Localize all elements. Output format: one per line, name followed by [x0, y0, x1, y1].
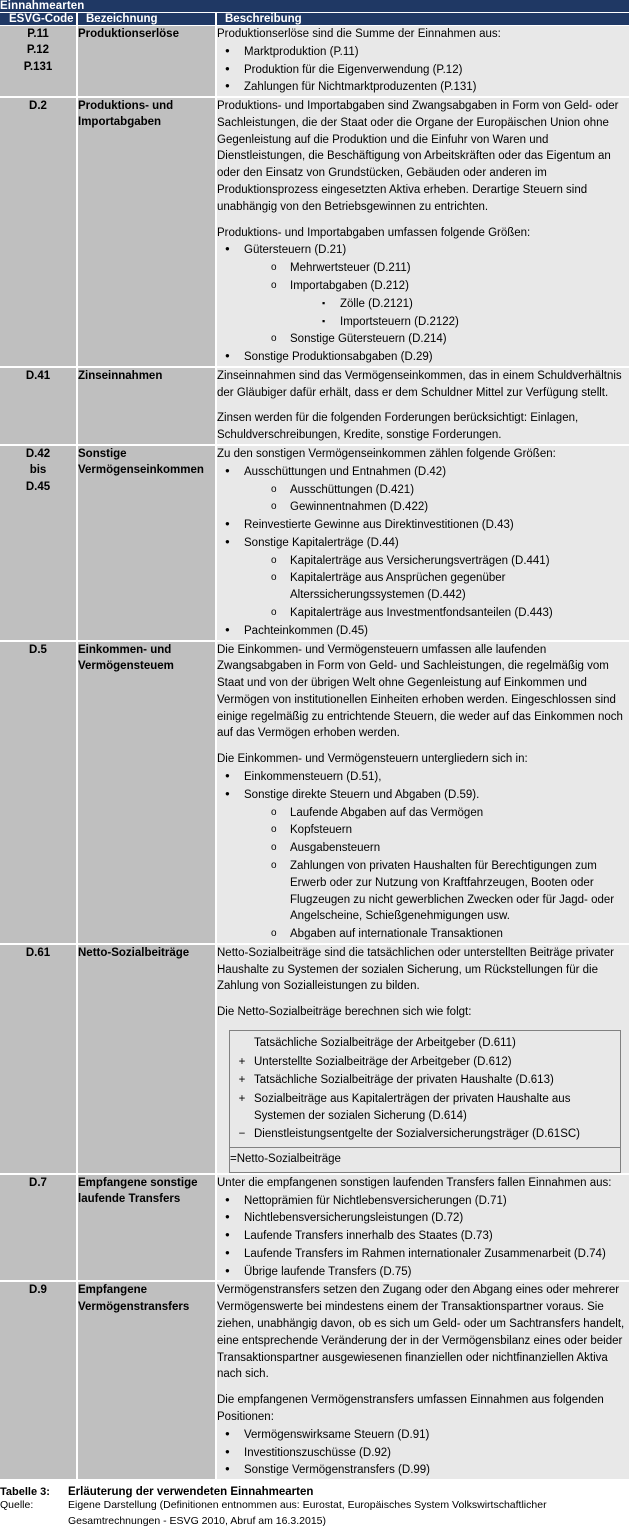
list-item: ● Vermögenswirksame Steuern (D.91) — [217, 1427, 629, 1444]
intro-text: Unter die empfangenen sonstigen laufenden Transfers fallen Einnahmen aus: — [217, 1176, 612, 1189]
code-line: P.12 — [26, 44, 50, 57]
row-description — [216, 97, 629, 367]
table-row — [0, 445, 629, 641]
list-item: o Ausgabensteuern — [262, 840, 629, 857]
paragraph: Die empfangenen Vermögenstransfers umfassen Einnahmen aus folgenden Positionen: — [217, 1394, 604, 1423]
table-header-row — [0, 13, 629, 26]
list-item-label: Importabgaben (D.212) — [290, 279, 409, 292]
table-row — [0, 97, 629, 367]
row-code — [0, 1281, 77, 1480]
list-item: o Kopfsteuern — [262, 822, 629, 839]
intro-text: Zu den sonstigen Vermögenseinkommen zählen folgende Größen: — [217, 447, 556, 460]
caption-label: Tabelle 3: — [0, 1486, 50, 1499]
table-row — [0, 641, 629, 944]
list-item: ● Marktproduktion (P.11) — [217, 44, 629, 61]
list-item: ● Produktion für die Eigenverwendung (P.12) — [217, 62, 629, 79]
table-row — [0, 944, 629, 1174]
list-item — [217, 535, 629, 622]
row-description — [216, 944, 629, 1174]
list-item: ▪ Importsteuern (D.2122) — [308, 314, 629, 331]
row-code — [0, 26, 77, 98]
row-code — [0, 445, 77, 641]
table-caption — [0, 1481, 629, 1530]
caption-title-row — [0, 1486, 629, 1498]
row-description — [216, 26, 629, 98]
row-code — [0, 367, 77, 445]
paragraph: Produktions- und Importabgaben sind Zwangsabgaben in Form von Geld- oder Sachleistungen, die der Staat oder die Organe der Europäischen Union ohne Gegenleistung auf die Produktion und die Einfuhr von Waren und Dienstleistungen, die Beschäftigung von Arbeitskräften oder das Eigentum an oder den Einsatz von Grundstücken, Gebäuden oder anderen im Produktionsprozess eingesetzten Aktiva erheben. Derartige Steuern sind unabhängig von den Betriebsgewinnen zu entrichten. — [217, 100, 619, 213]
list-item: ● Laufende Transfers innerhalb des Staates (D.73) — [217, 1228, 629, 1245]
formula-operator: − — [238, 1128, 246, 1141]
code-line: D.2 — [29, 100, 47, 113]
row-name: Produktions- und Importabgaben — [77, 97, 216, 367]
formula-operator: + — [238, 1055, 246, 1068]
formula-operator: + — [238, 1074, 246, 1087]
list-item — [262, 278, 629, 330]
list-item: o Sonstige Gütersteuern (D.214) — [262, 331, 629, 348]
formula-row — [230, 1031, 620, 1053]
list-item: ● Nichtlebensversicherungsleistungen (D.72) — [217, 1210, 629, 1227]
bullet-list — [217, 769, 629, 943]
formula-row — [230, 1148, 620, 1172]
table-row — [0, 367, 629, 445]
formula-total-box — [229, 1148, 621, 1173]
row-name: Zinseinnahmen — [77, 367, 216, 445]
formula-text: Dienstleistungsentgelte der Sozialversicherungsträger (D.61SC) — [254, 1128, 580, 1141]
list-item: ● Investitionszuschüsse (D.92) — [217, 1445, 629, 1462]
code-line: D.9 — [29, 1284, 47, 1297]
row-code — [0, 1174, 77, 1282]
table-title: Einnahmearten — [0, 0, 629, 13]
formula-text: Unterstellte Sozialbeiträge der Arbeitgeber (D.612) — [254, 1055, 512, 1068]
paragraph: Zinseinnahmen sind das Vermögenseinkommen, das in einem Schuldverhältnis der Gläubiger dafür erhält, dass er dem Schuldner Mittel zur Verfügung stellt. — [217, 369, 622, 399]
list-item: ● Pachteinkommen (D.45) — [217, 623, 629, 640]
list-item-label: Ausschüttungen und Entnahmen (D.42) — [244, 465, 447, 478]
row-description — [216, 367, 629, 445]
row-code — [0, 944, 77, 1174]
list-item: ● Einkommensteuern (D.51), — [217, 769, 629, 786]
column-header-esvg-code: ESVG-Code — [0, 13, 77, 26]
paragraph: Die Einkommen- und Vermögensteuern umfassen alle laufenden Zwangsabgaben in Form von Geld- und Sachleistungen, die regelmäßig vom Staat und von der übrigen Welt ohne Gegenleistung auf Einkommen und Vermögen von institutionellen Einheiten erhoben werden. Eingeschlossen sind einige regelmäßig zu entrichtende Steuern, die weder auf das Einkommen noch auf das Vermögen erhoben werden. — [217, 643, 623, 740]
source-text: Eigene Darstellung (Definitionen entnommen aus: Eurostat, Europäisches System Volkswirtschaftlicher Gesamtrechnungen - ESVG 2010, Abruf am 16.3.2015) — [68, 1499, 547, 1527]
paragraph: Die Netto-Sozialbeiträge berechnen sich wie folgt: — [217, 1006, 472, 1019]
column-header-bezeichnung: Bezeichnung — [77, 13, 216, 26]
list-item: ▪ Zölle (D.2121) — [308, 296, 629, 313]
list-item: ● Übrige laufende Transfers (D.75) — [217, 1264, 629, 1281]
source-label: Quelle: — [0, 1499, 34, 1512]
code-line: D.42 — [25, 447, 51, 460]
row-code — [0, 97, 77, 367]
list-item: o Kapitalerträge aus Versicherungsverträgen (D.441) — [262, 553, 629, 570]
formula-row — [230, 1125, 620, 1147]
paragraph: Die Einkommen- und Vermögensteuern untergliedern sich in: — [217, 753, 528, 766]
list-item: ● Zahlungen für Nichtmarktproduzenten (P.131) — [217, 79, 629, 96]
table-row — [0, 1281, 629, 1480]
row-code — [0, 641, 77, 944]
code-line: D.61 — [25, 946, 51, 959]
list-item: ● Laufende Transfers im Rahmen internationaler Zusammenarbeit (D.74) — [217, 1246, 629, 1263]
formula-row — [230, 1053, 620, 1072]
code-line: D.41 — [25, 369, 51, 382]
list-item: ● Reinvestierte Gewinne aus Direktinvestitionen (D.43) — [217, 517, 629, 534]
sub-bullet-list — [262, 482, 629, 517]
code-line: P.131 — [23, 60, 53, 73]
table-title-row — [0, 0, 629, 13]
list-item-label: Sonstige Kapitalerträge (D.44) — [244, 536, 399, 549]
formula-text: Tatsächliche Sozialbeiträge der privaten Haushalte (D.613) — [254, 1074, 554, 1087]
formula-text: Netto-Sozialbeiträge — [236, 1153, 341, 1165]
row-description — [216, 445, 629, 641]
list-item: o Laufende Abgaben auf das Vermögen — [262, 805, 629, 822]
bullet-list — [217, 1193, 629, 1281]
sub-bullet-list — [262, 805, 629, 943]
table-row — [0, 1174, 629, 1282]
list-item: o Zahlungen von privaten Haushalten für Berechtigungen zum Erwerb oder zur Nutzung von Kraftfahrzeugen, Booten oder Flugzeugen zu nicht gewerblichen Zwecken oder für Jagd- oder Angelscheine, Schießgenehmigungen usw. — [262, 858, 629, 925]
list-item-label: Gütersteuern (D.21) — [244, 244, 347, 257]
formula-operator — [230, 1035, 254, 1052]
row-name: Empfangene Vermögenstransfers — [77, 1281, 216, 1480]
row-description — [216, 641, 629, 944]
list-item — [217, 464, 629, 516]
sub-sub-bullet-list — [308, 296, 629, 331]
formula-text: Tatsächliche Sozialbeiträge der Arbeitgeber (D.611) — [254, 1036, 516, 1049]
list-item: o Kapitalerträge aus Ansprüchen gegenüber Alterssicherungssystemen (D.442) — [262, 570, 629, 604]
bullet-list — [217, 242, 629, 365]
code-line: D.45 — [25, 480, 51, 493]
list-item — [217, 787, 629, 943]
formula-box — [229, 1030, 621, 1148]
row-description — [216, 1281, 629, 1480]
list-item: ● Sonstige Vermögenstransfers (D.99) — [217, 1462, 629, 1479]
code-line: D.5 — [29, 643, 47, 656]
paragraph: Netto-Sozialbeiträge sind die tatsächlichen oder unterstellten Beiträge privater Haushalte zu Systemen der sozialen Sicherung, um Rückstellungen für die Zahlung von Sozialleistungen zu bilden. — [217, 946, 614, 993]
paragraph: Produktions- und Importabgaben umfassen folgende Größen: — [217, 226, 531, 239]
row-name: Netto-Sozialbeiträge — [77, 944, 216, 1174]
formula-operator: + — [238, 1092, 246, 1105]
row-name: Produktionserlöse — [77, 26, 216, 98]
formula-operator: = — [230, 1153, 237, 1165]
list-item: ● Sonstige Produktionsabgaben (D.29) — [217, 349, 629, 366]
list-item: o Ausschüttungen (D.421) — [262, 482, 629, 499]
list-item: ● Nettoprämien für Nichtlebensversicherungen (D.71) — [217, 1193, 629, 1210]
list-item: o Mehrwertsteuer (D.211) — [262, 260, 629, 277]
code-line: bis — [29, 464, 47, 477]
row-name: Einkommen- und Vermögensteuem — [77, 641, 216, 944]
sub-bullet-list — [262, 260, 629, 348]
list-item: o Gewinnentnahmen (D.422) — [262, 499, 629, 516]
paragraph: Zinsen werden für die folgenden Forderungen berücksichtigt: Einlagen, Schuldverschreibungen, Kredite, sonstige Forderungen. — [217, 412, 579, 442]
row-name: Sonstige Vermögenseinkommen — [77, 445, 216, 641]
sub-bullet-list — [262, 553, 629, 622]
bullet-list — [217, 44, 629, 96]
list-item: o Kapitalerträge aus Investmentfondsanteilen (D.443) — [262, 605, 629, 622]
list-item: o Abgaben auf internationale Transaktionen — [262, 926, 629, 943]
row-description — [216, 1174, 629, 1282]
bullet-list — [217, 464, 629, 640]
intro-text: Produktionserlöse sind die Summe der Einnahmen aus: — [217, 28, 501, 40]
row-name: Empfangene sonstige laufende Transfers — [77, 1174, 216, 1282]
bullet-list — [217, 1427, 629, 1479]
formula-text: Sozialbeiträge aus Kapitalerträgen der privaten Haushalte aus Systemen der sozialen Sicherung (D.614) — [254, 1092, 571, 1122]
list-item-label: Sonstige direkte Steuern und Abgaben (D.59). — [244, 788, 480, 801]
caption-title: Erläuterung der verwendeten Einnahmearten — [68, 1486, 314, 1499]
list-item — [217, 242, 629, 348]
formula-row — [230, 1090, 620, 1125]
code-line: D.7 — [29, 1176, 47, 1189]
caption-source-row — [0, 1498, 629, 1530]
paragraph: Vermögenstransfers setzen den Zugang oder den Abgang eines oder mehrerer Vermögenswerte bei mindestens einem der Transaktionspartner voraus. Sie ziehen, unabhängig davon, ob es sich um Geld- oder um Sachtransfers handelt, eine entsprechende Veränderung der in der Vermögensbilanz eines oder beider Transaktionspartner ausgewiesenen finanziellen oder nichtfinanziellen Aktiva nach sich. — [217, 1284, 625, 1381]
table-row — [0, 26, 629, 98]
column-header-beschreibung: Beschreibung — [216, 13, 629, 26]
formula-row — [230, 1071, 620, 1090]
code-line: P.11 — [27, 28, 49, 40]
